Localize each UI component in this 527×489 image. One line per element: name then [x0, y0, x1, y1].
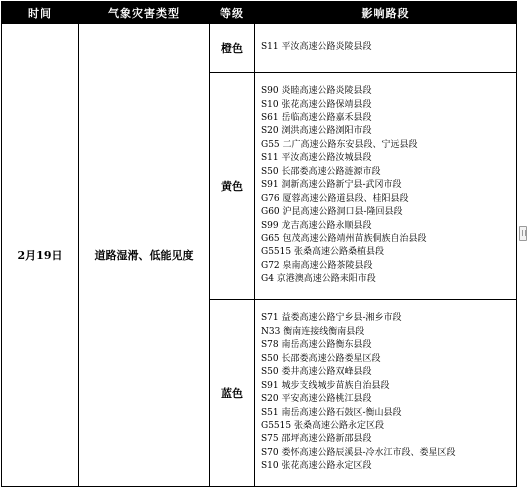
level-orange: 橙色: [210, 24, 255, 73]
header-level: 等级: [210, 2, 255, 24]
level-row-orange: [2, 24, 517, 73]
route-item: G72 泉南高速公路茶陵县段: [261, 260, 373, 271]
route-item: S90 炎睦高速公路炎陵县段: [261, 86, 372, 97]
route-item: S61 岳临高速公路嘉禾县段: [261, 112, 372, 123]
header-affected-roads: 影响路段: [255, 2, 517, 24]
route-item: S51 南岳高速公路石鼓区-衡山县段: [261, 407, 402, 418]
route-item: S10 张花高速公路永定区段: [261, 461, 372, 472]
level-yellow: 黄色: [210, 72, 255, 299]
route-item: G55 二广高速公路东安县段、宁远县段: [261, 139, 418, 150]
routes-blue: [255, 300, 517, 487]
route-item: S50 长邵娄高速公路娄星区段: [261, 353, 381, 364]
route-item: S10 张花高速公路保靖县段: [261, 99, 372, 110]
route-item: S50 长邵娄高速公路涟源市段: [261, 166, 381, 177]
route-item: G5515 张桑高速公路永定区段: [261, 420, 384, 431]
weather-impact-table: [1, 1, 517, 487]
route-item: G60 沪昆高速公路洞口县-隆回县段: [261, 207, 403, 218]
route-item: G76 厦蓉高速公路道县段、桂阳县段: [261, 193, 409, 204]
route-item: S50 娄井高速公路双峰县段: [261, 367, 372, 378]
route-item: G4 京港澳高速公路耒阳市段: [261, 274, 376, 285]
route-item: S11 平汝高速公路炎陵县段: [261, 42, 372, 53]
header-time: 时间: [2, 2, 79, 24]
route-item: G5515 张桑高速公路桑植县段: [261, 247, 384, 258]
level-blue: 蓝色: [210, 300, 255, 487]
routes-orange: [255, 24, 517, 73]
route-item: S78 南岳高速公路衡东县段: [261, 340, 372, 351]
side-collapse-handle[interactable]: [519, 226, 527, 241]
route-item: S11 平汝高速公路汝城县段: [261, 153, 372, 164]
hazard-cell: 道路湿滑、低能见度: [79, 24, 210, 487]
route-item: S91 城步支线城步苗族自治县段: [261, 380, 390, 391]
header-hazard-type: 气象灾害类型: [79, 2, 210, 24]
route-item: S20 浏洪高速公路浏阳市段: [261, 126, 372, 137]
route-item: S99 龙吉高速公路永顺县段: [261, 220, 372, 231]
route-item: S20 平安高速公路桃江县段: [261, 394, 372, 405]
routes-yellow: [255, 72, 517, 299]
header-row: [2, 2, 517, 24]
route-item: S70 娄怀高速公路辰溪县-冷水江市段、娄星区段: [261, 447, 456, 458]
route-item: S75 邵坪高速公路新邵县段: [261, 434, 372, 445]
route-item: S71 益娄高速公路宁乡县-湘乡市段: [261, 313, 402, 324]
route-item: S91 洞新高速公路新宁县-武冈市段: [261, 180, 402, 191]
date-cell: 2月19日: [2, 24, 79, 487]
route-item: G65 包茂高速公路靖州苗族侗族自治县段: [261, 234, 427, 245]
route-item: N33 衡南连接线衡南县段: [261, 326, 365, 337]
